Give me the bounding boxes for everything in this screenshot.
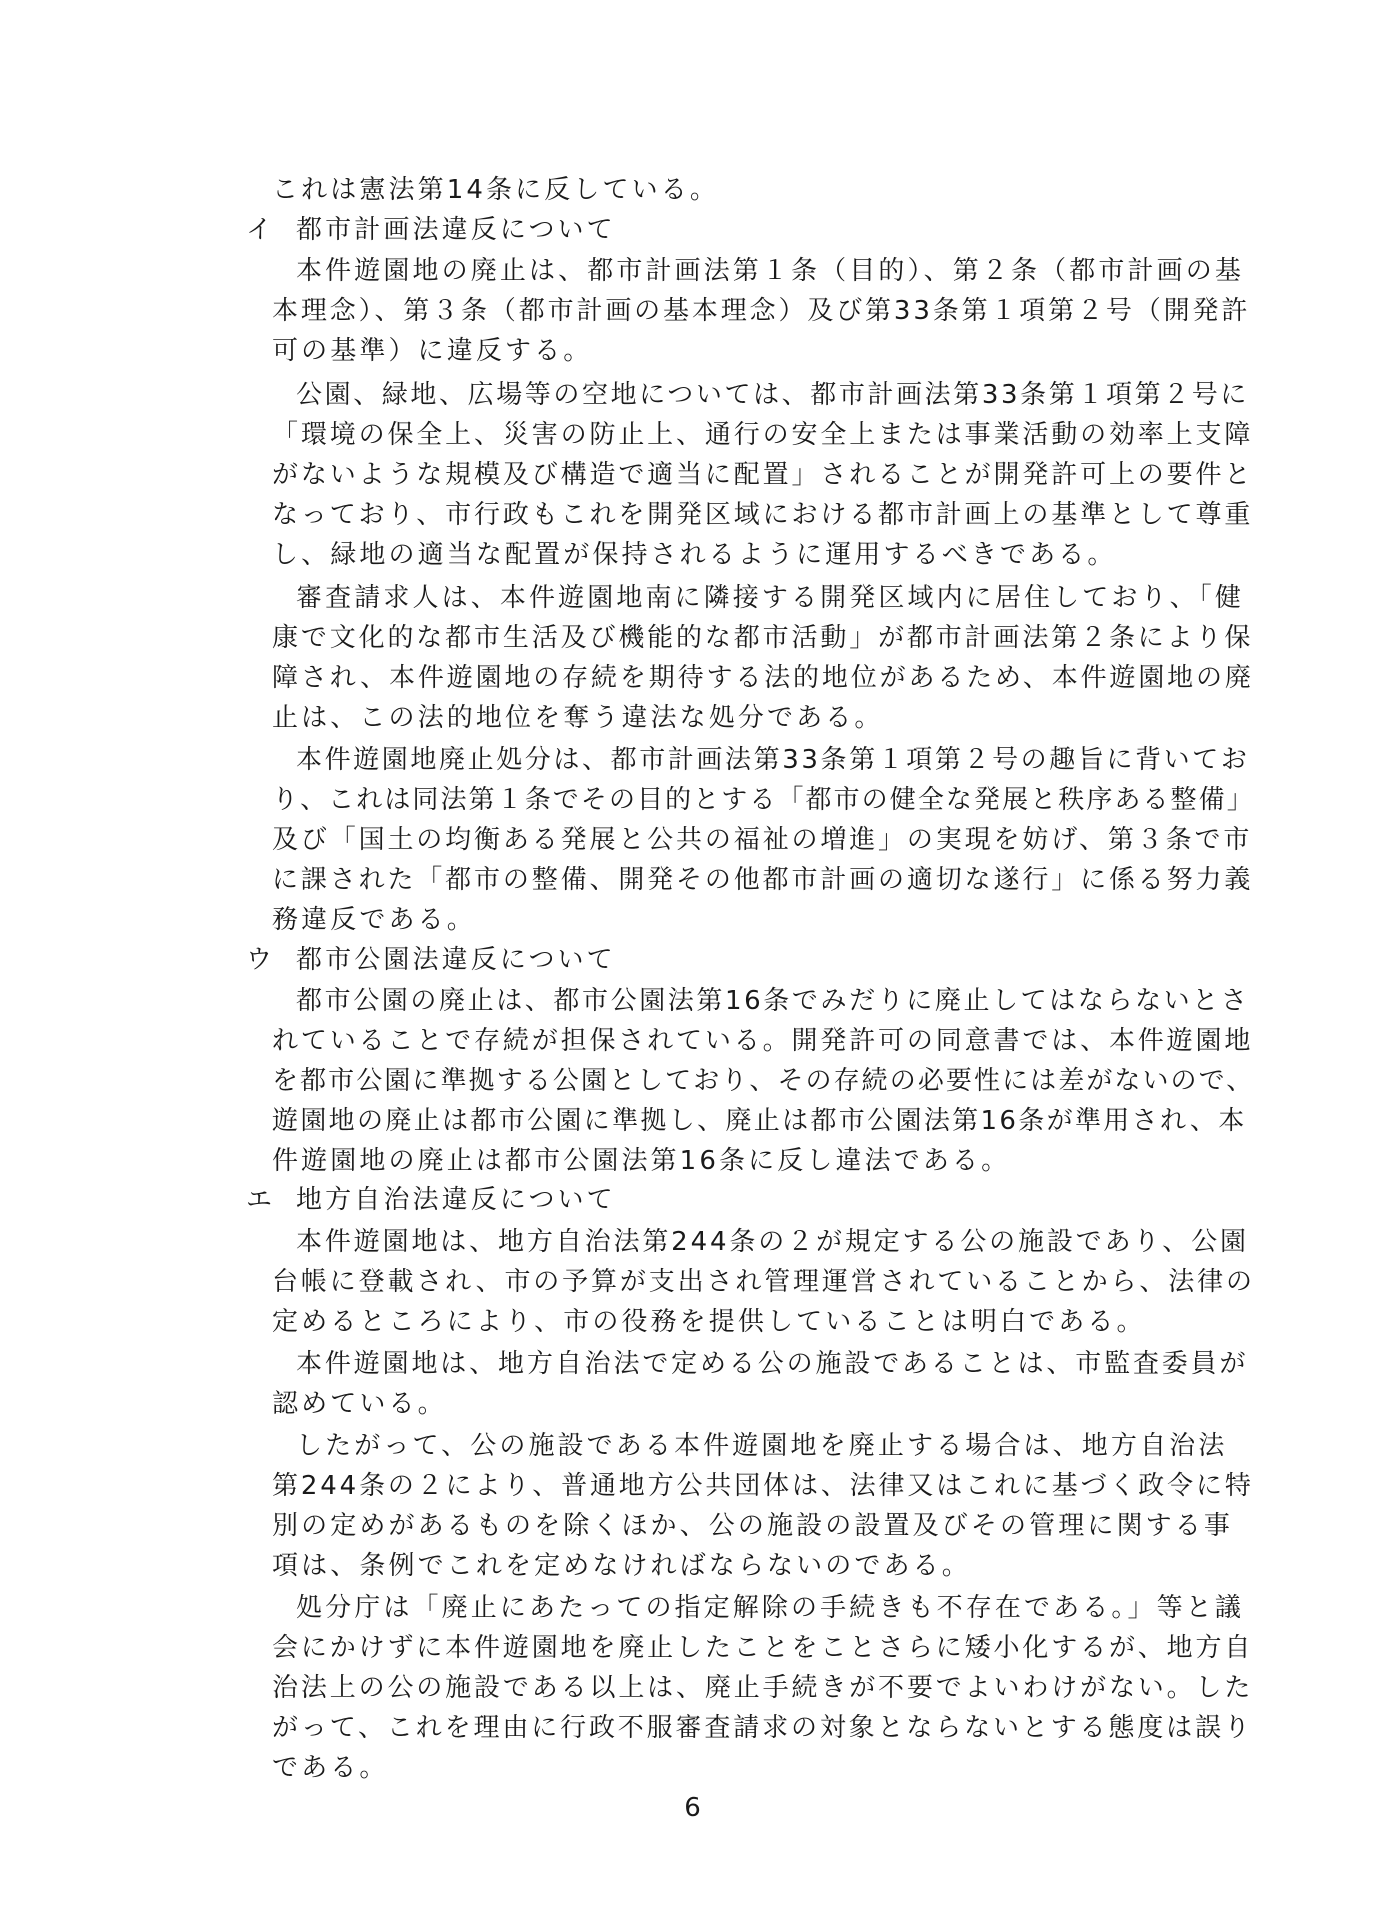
text-line: 及び「国土の均衡ある発展と公共の福祉の増進」の実現を妨げ、第３条で市 [272, 825, 1253, 855]
text-line: 審査請求人は、本件遊園地南に隣接する開発区域内に居住しており、「健 [296, 583, 1244, 613]
text-line: し、緑地の適当な配置が保持されるように運用するべきである。 [272, 540, 1117, 570]
text-line: 本件遊園地の廃止は、都市計画法第１条（目的）、第２条（都市計画の基 [296, 256, 1244, 286]
section-heading-toshikoen: 都市公園法違反について [296, 945, 616, 975]
page-number: 6 [684, 1793, 701, 1823]
text-line: 止は、この法的地位を奪う違法な処分である。 [272, 703, 884, 733]
text-line: 務違反である。 [272, 905, 476, 935]
text-line: がって、これを理由に行政不服審査請求の対象とならないとする態度は誤り [272, 1713, 1253, 1743]
text-line: 本件遊園地廃止処分は、都市計画法第33条第１項第２号の趣旨に背いてお [296, 745, 1250, 775]
text-line: これは憲法第14条に反している。 [272, 175, 720, 205]
text-line: 公園、緑地、広場等の空地については、都市計画法第33条第１項第２号に [296, 380, 1249, 410]
text-line: り、これは同法第１条でその目的とする「都市の健全な発展と秩序ある整備」 [272, 785, 1255, 815]
text-line: 可の基準）に違反する。 [272, 336, 593, 366]
section-marker-i: イ [246, 215, 273, 245]
section-marker-u: ウ [246, 945, 273, 975]
text-line: 治法上の公の施設である以上は、廃止手続きが不要でよいわけがない。した [272, 1673, 1254, 1703]
text-line: 項は、条例でこれを定めなければならないのである。 [272, 1551, 971, 1581]
text-line: 本件遊園地は、地方自治法第244条の２が規定する公の施設であり、公園 [296, 1227, 1249, 1257]
text-line: を都市公園に準拠する公園としており、その存続の必要性には差がないので、 [272, 1066, 1255, 1096]
text-line: れていることで存続が担保されている。開発許可の同意書では、本件遊園地 [272, 1026, 1254, 1056]
text-line: 会にかけずに本件遊園地を廃止したことをことさらに矮小化するが、地方自 [272, 1633, 1254, 1663]
text-line: に課された「都市の整備、開発その他都市計画の適切な遂行」に係る努力義 [272, 865, 1254, 895]
text-line: 別の定めがあるものを除くほか、公の施設の設置及びその管理に関する事 [272, 1511, 1233, 1541]
text-line: 第244条の２により、普通地方公共団体は、法律又はこれに基づく政令に特 [272, 1471, 1254, 1501]
text-line: 件遊園地の廃止は都市公園法第16条に反し違法である。 [272, 1146, 1011, 1176]
text-line: 処分庁は「廃止にあたっての指定解除の手続きも不存在である。」等と議 [296, 1593, 1244, 1623]
text-line: 本件遊園地は、地方自治法で定める公の施設であることは、市監査委員が [296, 1349, 1249, 1379]
section-marker-e: エ [246, 1185, 273, 1215]
text-line: 都市公園の廃止は、都市公園法第16条でみだりに廃止してはならないとさ [296, 986, 1250, 1016]
text-line: 定めるところにより、市の役務を提供していることは明白である。 [272, 1307, 1146, 1337]
text-line: したがって、公の施設である本件遊園地を廃止する場合は、地方自治法 [296, 1431, 1228, 1461]
section-heading-toshikeikaku: 都市計画法違反について [296, 215, 616, 245]
text-line: 本理念）、第３条（都市計画の基本理念）及び第33条第１項第２号（開発許 [272, 296, 1251, 326]
text-line: なっており、市行政もこれを開発区域における都市計画上の基準として尊重 [272, 500, 1254, 530]
text-line: 認めている。 [272, 1389, 447, 1419]
text-line: である。 [272, 1753, 389, 1783]
text-line: 障され、本件遊園地の存続を期待する法的地位があるため、本件遊園地の廃 [272, 663, 1254, 693]
text-line: 康で文化的な都市生活及び機能的な都市活動」が都市計画法第２条により保 [272, 623, 1254, 653]
text-line: がないような規模及び構造で適当に配置」されることが開発許可上の要件と [272, 460, 1254, 490]
section-heading-chihojichi: 地方自治法違反について [296, 1185, 616, 1215]
text-line: 遊園地の廃止は都市公園に準拠し、廃止は都市公園法第16条が準用され、本 [272, 1106, 1247, 1136]
text-line: 台帳に登載され、市の予算が支出され管理運営されていることから、法律の [272, 1267, 1255, 1297]
text-line: 「環境の保全上、災害の防止上、通行の安全上または事業活動の効率上支障 [272, 420, 1254, 450]
